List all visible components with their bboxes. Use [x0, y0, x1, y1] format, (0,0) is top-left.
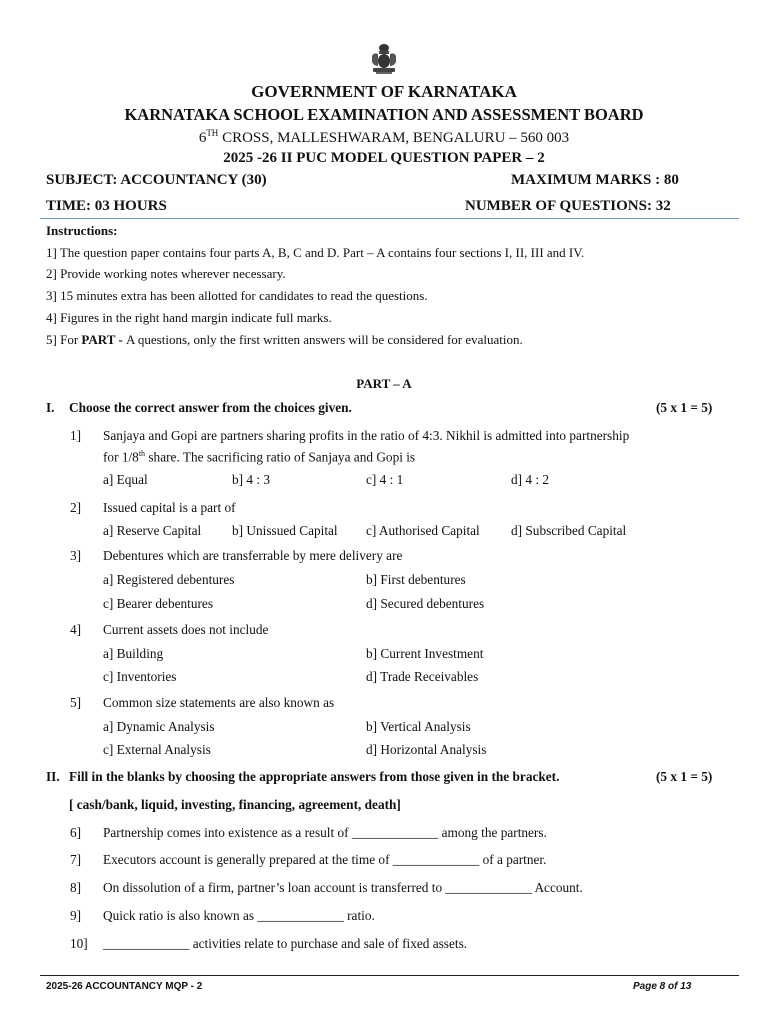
government-title: GOVERNMENT OF KARNATAKA — [251, 82, 517, 101]
instruction-item: 3] 15 minutes extra has been allotted for candidates to read the questions. — [46, 288, 428, 303]
option-a: a] Reserve Capital — [103, 523, 202, 538]
question-4-text: Current assets does not include — [103, 622, 269, 637]
option-d: d] Subscribed Capital — [511, 523, 627, 538]
instruction-item: 2] Provide working notes wherever necessary. — [46, 266, 286, 281]
question-number: 7] — [70, 852, 82, 867]
question-number: 4] — [70, 622, 82, 637]
page-number: Page 8 of 13 — [633, 981, 692, 992]
instruction-item: 5] For PART - A questions, only the first written answers will be considered for evaluation. — [46, 332, 523, 347]
option-c: c] Bearer debentures — [103, 596, 214, 611]
option-c: c] External Analysis — [103, 742, 211, 757]
max-marks-label: MAXIMUM MARKS : 80 — [511, 172, 679, 188]
section-2-title: Fill in the blanks by choosing the appropriate answers from those given in the bracket. — [69, 769, 560, 784]
option-b: b] Unissued Capital — [232, 523, 338, 538]
section-1-title: Choose the correct answer from the choices given. — [69, 400, 352, 415]
option-b: b] 4 : 3 — [232, 472, 271, 487]
section-1-marks: (5 x 1 = 5) — [656, 400, 713, 415]
question-number: 10] — [70, 936, 88, 951]
option-a: a] Building — [103, 646, 164, 661]
option-a: a] Dynamic Analysis — [103, 719, 215, 734]
answer-choices-bracket: [ cash/bank, liquid, investing, financing, agreement, death] — [69, 797, 401, 812]
instruction-item: 1] The question paper contains four parts A, B, C and D. Part – A contains four sections I, II, III and IV. — [46, 245, 585, 260]
header-divider — [40, 218, 739, 219]
option-b: b] Vertical Analysis — [366, 719, 471, 734]
option-b: b] Current Investment — [366, 646, 484, 661]
question-3-text: Debentures which are transferrable by mere delivery are — [103, 548, 403, 563]
question-2-text: Issued capital is a part of — [103, 500, 236, 515]
instructions-title: Instructions: — [46, 223, 118, 238]
section-2-number: II. — [46, 769, 60, 784]
question-number: 6] — [70, 825, 82, 840]
option-c: c] 4 : 1 — [366, 472, 404, 487]
question-1-text: Sanjaya and Gopi are partners sharing profits in the ratio of 4:3. Nikhil is admitted into partnership — [103, 428, 630, 443]
question-5-text: Common size statements are also known as — [103, 695, 335, 710]
time-label: TIME: 03 HOURS — [46, 198, 167, 214]
option-c: c] Authorised Capital — [366, 523, 480, 538]
question-number: 5] — [70, 695, 82, 710]
part-a-title: PART – A — [356, 376, 412, 391]
question-number: 9] — [70, 908, 82, 923]
section-2-marks: (5 x 1 = 5) — [656, 769, 713, 784]
state-emblem-icon — [366, 40, 402, 76]
question-number: 2] — [70, 500, 82, 515]
option-d: d] Secured debentures — [366, 596, 485, 611]
question-7-text: Executors account is generally prepared at the time of _____________ of a partner. — [103, 852, 547, 867]
question-number: 3] — [70, 548, 82, 563]
option-b: b] First debentures — [366, 572, 466, 587]
board-address: 6TH CROSS, MALLESHWARAM, BENGALURU – 560 003 — [198, 128, 570, 146]
question-10-text: _____________ activities relate to purchase and sale of fixed assets. — [103, 936, 468, 951]
question-1-text-cont: for 1/8th share. The sacrificing ratio of Sanjaya and Gopi is — [103, 449, 416, 465]
question-number: 1] — [70, 428, 82, 443]
question-8-text: On dissolution of a firm, partner’s loan account is transferred to _____________ Account. — [103, 880, 583, 895]
paper-title: 2025 -26 II PUC MODEL QUESTION PAPER – 2 — [223, 150, 545, 166]
board-title: KARNATAKA SCHOOL EXAMINATION AND ASSESSMENT BOARD — [124, 105, 644, 124]
section-1-number: I. — [46, 400, 55, 415]
option-a: a] Equal — [103, 472, 148, 487]
question-9-text: Quick ratio is also known as _____________ ratio. — [103, 908, 375, 923]
option-a: a] Registered debentures — [103, 572, 235, 587]
num-questions-label: NUMBER OF QUESTIONS: 32 — [465, 198, 671, 214]
subject-label: SUBJECT: ACCOUNTANCY (30) — [46, 172, 267, 188]
option-d: d] 4 : 2 — [511, 472, 550, 487]
footer-divider — [40, 975, 739, 976]
footer-left: 2025-26 ACCOUNTANCY MQP - 2 — [46, 981, 203, 992]
question-6-text: Partnership comes into existence as a result of _____________ among the partners. — [103, 825, 547, 840]
option-d: d] Horizontal Analysis — [366, 742, 487, 757]
question-number: 8] — [70, 880, 82, 895]
option-d: d] Trade Receivables — [366, 669, 479, 684]
option-c: c] Inventories — [103, 669, 177, 684]
instruction-item: 4] Figures in the right hand margin indicate full marks. — [46, 310, 332, 325]
